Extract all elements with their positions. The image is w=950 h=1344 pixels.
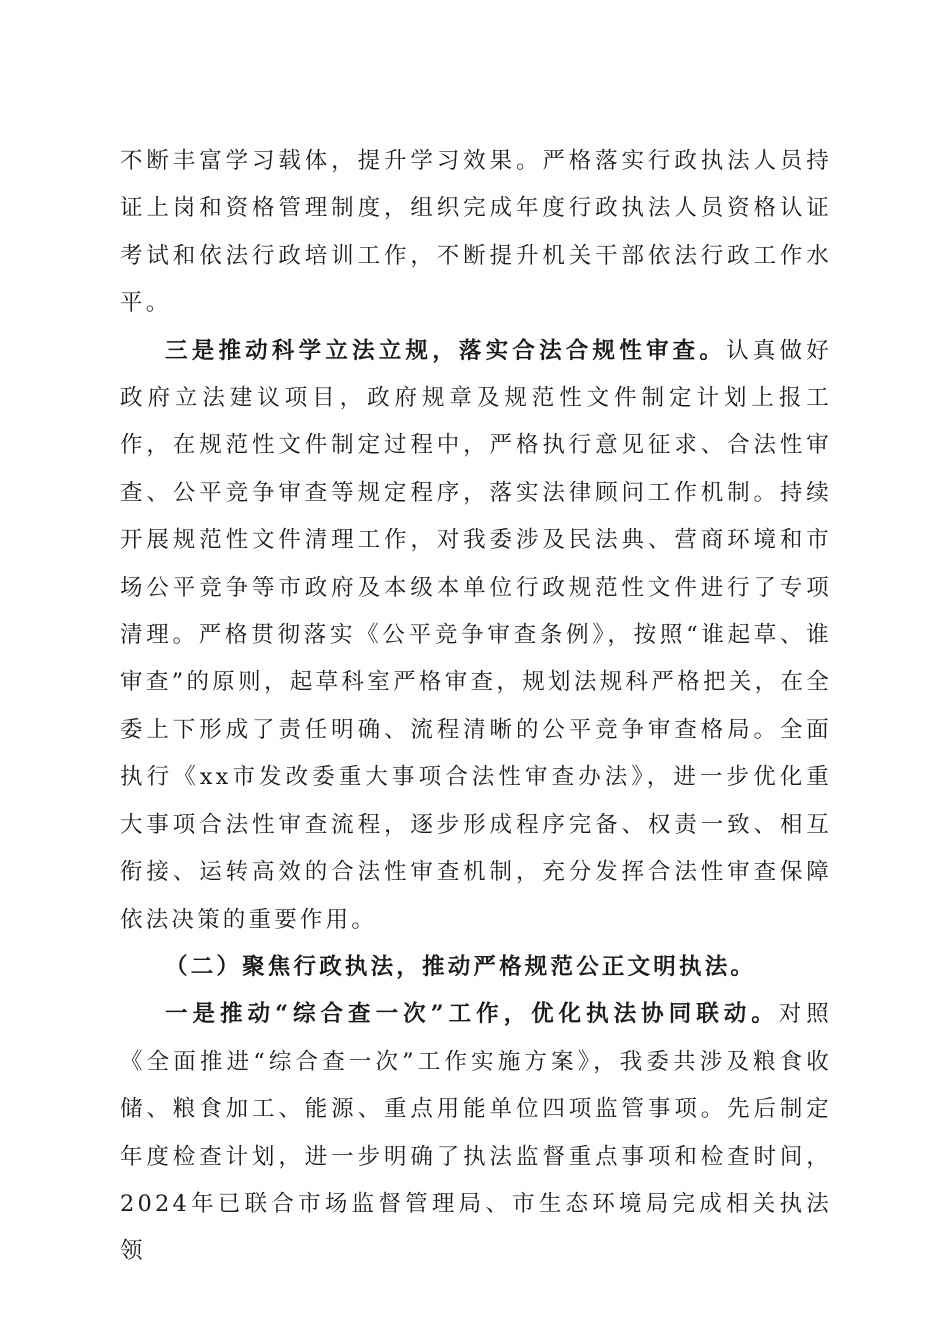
- paragraph-point-one: [120, 991, 832, 1275]
- point-one-body: 对照《全面推进“综合查一次”工作实施方案》，我委共涉及粮食收储、粮食加工、能源、重点用能单位四项监管事项。先后制定年度检查计划，进一步明确了执法监督重点事项和检查时间，2024年已联合市场监督管理局、市生态环境局完成相关执法领: [120, 1001, 832, 1265]
- document-body: [120, 138, 832, 1276]
- paragraph-continued: 不断丰富学习载体，提升学习效果。严格落实行政执法人员持证上岗和资格管理制度，组织完成年度行政执法人员资格认证考试和依法行政培训工作，不断提升机关干部依法行政工作水平。: [120, 148, 832, 317]
- point-three-body: 认真做好政府立法建议项目，政府规章及规范性文件制定计划上报工作，在规范性文件制定过程中，严格执行意见征求、合法性审查、公平竞争审查等规定程序，落实法律顾问工作机制。持续开展规范性文件清理工作，对我委涉及民法典、营商环境和市场公平竞争等市政府及本级本单位行政规范性文件进行了专项清理。严格贯彻落实《公平竞争审查条例》，按照“谁起草、谁审查”的原则，起草科室严格审查，规划法规科严格把关，在全委上下形成了责任明确、流程清晰的公平竞争审查格局。全面执行《xx市发改委重大事项合法性审查办法》，进一步优化重大事项合法性审查流程，逐步形成程序完备、权责一致、相互衔接、运转高效的合法性审查机制，充分发挥合法性审查保障依法决策的重要作用。: [120, 337, 832, 933]
- paragraph-point-three: [120, 328, 832, 944]
- section-heading-two: （二）聚焦行政执法，推动严格规范公正文明执法。: [165, 953, 757, 980]
- point-one-lead: 一是推动“综合查一次”工作，优化执法协同联动。: [165, 1001, 779, 1028]
- point-three-lead: 三是推动科学立法立规，落实合法合规性审查。: [165, 337, 727, 364]
